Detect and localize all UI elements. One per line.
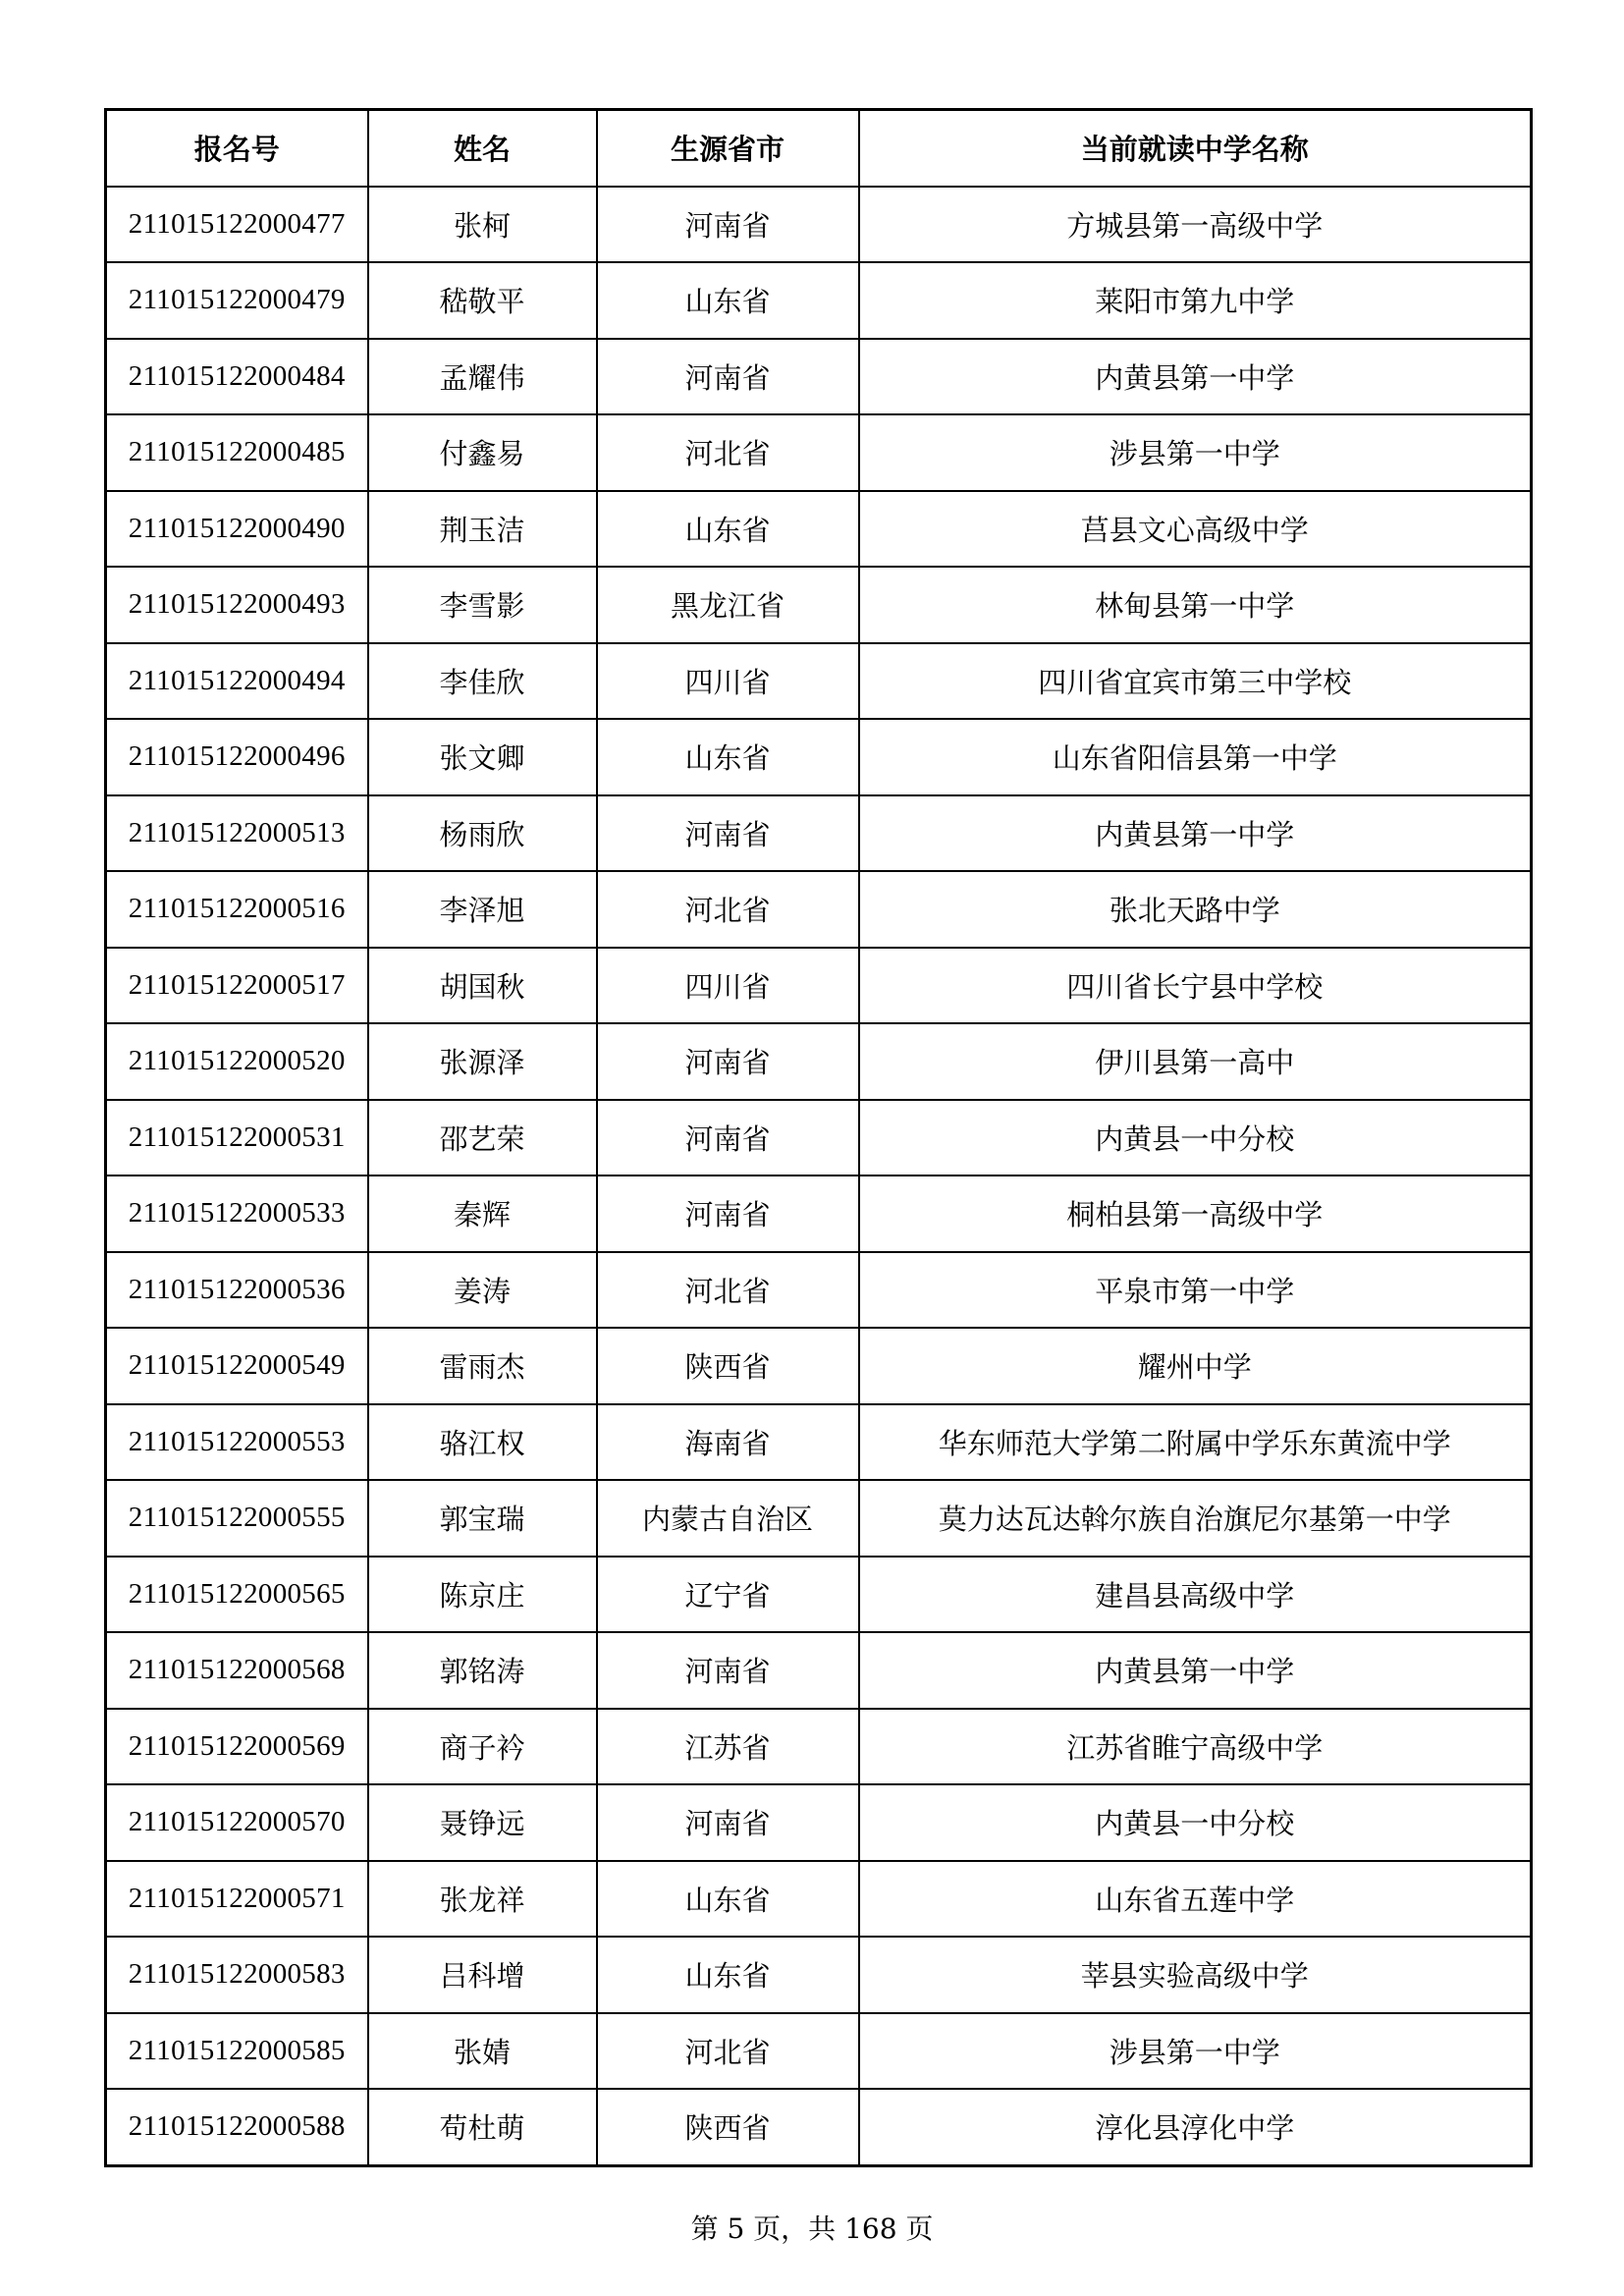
province-cell: 河南省 [597, 1175, 859, 1252]
province-cell: 黑龙江省 [597, 567, 859, 643]
school-name-cell: 淳化县淳化中学 [859, 2089, 1532, 2165]
header-registration-number: 报名号 [106, 110, 368, 187]
province-cell: 山东省 [597, 1937, 859, 2013]
table-row [106, 491, 1532, 568]
province-cell: 河北省 [597, 871, 859, 948]
school-name-cell: 山东省五莲中学 [859, 1861, 1532, 1938]
province-cell: 河北省 [597, 2013, 859, 2090]
student-name-cell: 张龙祥 [368, 1861, 597, 1938]
registration-number-cell: 211015122000484 [106, 339, 368, 415]
school-name-cell: 内黄县第一中学 [859, 1632, 1532, 1709]
table-row [106, 1404, 1532, 1481]
table-row [106, 1709, 1532, 1785]
registration-number-cell: 211015122000585 [106, 2013, 368, 2090]
province-cell: 内蒙古自治区 [597, 1480, 859, 1557]
table-row [106, 643, 1532, 720]
header-school: 当前就读中学名称 [859, 110, 1532, 187]
table-row [106, 719, 1532, 795]
province-cell: 河南省 [597, 339, 859, 415]
school-name-cell: 莱阳市第九中学 [859, 262, 1532, 339]
province-cell: 山东省 [597, 1861, 859, 1938]
registration-number-cell: 211015122000520 [106, 1023, 368, 1100]
registration-number-cell: 211015122000531 [106, 1100, 368, 1176]
province-cell: 河南省 [597, 1023, 859, 1100]
table-row [106, 262, 1532, 339]
school-name-cell: 涉县第一中学 [859, 2013, 1532, 2090]
school-name-cell: 四川省宜宾市第三中学校 [859, 643, 1532, 720]
school-name-cell: 伊川县第一高中 [859, 1023, 1532, 1100]
table-row [106, 1100, 1532, 1176]
registration-number-cell: 211015122000549 [106, 1328, 368, 1404]
registration-number-cell: 211015122000490 [106, 491, 368, 568]
registration-number-cell: 211015122000477 [106, 187, 368, 263]
school-name-cell: 内黄县第一中学 [859, 339, 1532, 415]
registration-number-cell: 211015122000565 [106, 1557, 368, 1633]
registration-number-cell: 211015122000513 [106, 795, 368, 872]
school-name-cell: 山东省阳信县第一中学 [859, 719, 1532, 795]
registration-number-cell: 211015122000555 [106, 1480, 368, 1557]
student-name-cell: 李雪影 [368, 567, 597, 643]
table-row [106, 567, 1532, 643]
table-row [106, 871, 1532, 948]
province-cell: 河南省 [597, 187, 859, 263]
registration-number-cell: 211015122000493 [106, 567, 368, 643]
school-name-cell: 内黄县一中分校 [859, 1784, 1532, 1861]
school-name-cell: 林甸县第一中学 [859, 567, 1532, 643]
table-row [106, 1557, 1532, 1633]
school-name-cell: 方城县第一高级中学 [859, 187, 1532, 263]
student-name-cell: 郭铭涛 [368, 1632, 597, 1709]
school-name-cell: 耀州中学 [859, 1328, 1532, 1404]
table-row [106, 1937, 1532, 2013]
table-row [106, 1252, 1532, 1329]
school-name-cell: 四川省长宁县中学校 [859, 948, 1532, 1024]
school-name-cell: 内黄县第一中学 [859, 795, 1532, 872]
school-name-cell: 莘县实验高级中学 [859, 1937, 1532, 2013]
province-cell: 辽宁省 [597, 1557, 859, 1633]
student-name-cell: 张柯 [368, 187, 597, 263]
table-row [106, 187, 1532, 263]
student-name-cell: 荆玉洁 [368, 491, 597, 568]
table-row [106, 1861, 1532, 1938]
school-name-cell: 平泉市第一中学 [859, 1252, 1532, 1329]
table-row [106, 948, 1532, 1024]
header-province: 生源省市 [597, 110, 859, 187]
province-cell: 河南省 [597, 795, 859, 872]
student-name-cell: 姜涛 [368, 1252, 597, 1329]
roster-body [106, 187, 1532, 2166]
registration-number-cell: 211015122000588 [106, 2089, 368, 2165]
province-cell: 河南省 [597, 1100, 859, 1176]
province-cell: 河北省 [597, 1252, 859, 1329]
province-cell: 河北省 [597, 414, 859, 491]
province-cell: 海南省 [597, 1404, 859, 1481]
student-name-cell: 付鑫易 [368, 414, 597, 491]
header-name: 姓名 [368, 110, 597, 187]
registration-number-cell: 211015122000571 [106, 1861, 368, 1938]
registration-number-cell: 211015122000536 [106, 1252, 368, 1329]
header-row [106, 110, 1532, 187]
school-name-cell: 建昌县高级中学 [859, 1557, 1532, 1633]
registration-number-cell: 211015122000517 [106, 948, 368, 1024]
registration-number-cell: 211015122000569 [106, 1709, 368, 1785]
table-row [106, 1784, 1532, 1861]
table-row [106, 1023, 1532, 1100]
school-name-cell: 桐柏县第一高级中学 [859, 1175, 1532, 1252]
province-cell: 陕西省 [597, 2089, 859, 2165]
student-name-cell: 商子衿 [368, 1709, 597, 1785]
school-name-cell: 涉县第一中学 [859, 414, 1532, 491]
table-row [106, 1480, 1532, 1557]
province-cell: 山东省 [597, 719, 859, 795]
student-name-cell: 孟耀伟 [368, 339, 597, 415]
province-cell: 山东省 [597, 491, 859, 568]
table-row [106, 795, 1532, 872]
table-row [106, 2089, 1532, 2165]
student-name-cell: 郭宝瑞 [368, 1480, 597, 1557]
table-row [106, 1175, 1532, 1252]
province-cell: 江苏省 [597, 1709, 859, 1785]
province-cell: 四川省 [597, 643, 859, 720]
student-name-cell: 聂铮远 [368, 1784, 597, 1861]
registration-number-cell: 211015122000479 [106, 262, 368, 339]
student-name-cell: 张源泽 [368, 1023, 597, 1100]
student-name-cell: 杨雨欣 [368, 795, 597, 872]
registration-number-cell: 211015122000516 [106, 871, 368, 948]
student-name-cell: 吕科增 [368, 1937, 597, 2013]
province-cell: 四川省 [597, 948, 859, 1024]
school-name-cell: 莫力达瓦达斡尔族自治旗尼尔基第一中学 [859, 1480, 1532, 1557]
student-name-cell: 骆江权 [368, 1404, 597, 1481]
table-row [106, 1328, 1532, 1404]
table-row [106, 414, 1532, 491]
student-name-cell: 张婧 [368, 2013, 597, 2090]
student-name-cell: 雷雨杰 [368, 1328, 597, 1404]
registration-number-cell: 211015122000553 [106, 1404, 368, 1481]
registration-number-cell: 211015122000583 [106, 1937, 368, 2013]
school-name-cell: 华东师范大学第二附属中学乐东黄流中学 [859, 1404, 1532, 1481]
student-name-cell: 李泽旭 [368, 871, 597, 948]
student-name-cell: 嵇敬平 [368, 262, 597, 339]
registration-number-cell: 211015122000533 [106, 1175, 368, 1252]
province-cell: 陕西省 [597, 1328, 859, 1404]
school-name-cell: 江苏省睢宁高级中学 [859, 1709, 1532, 1785]
student-name-cell: 秦辉 [368, 1175, 597, 1252]
province-cell: 山东省 [597, 262, 859, 339]
student-name-cell: 邵艺荣 [368, 1100, 597, 1176]
province-cell: 河南省 [597, 1632, 859, 1709]
student-name-cell: 苟杜萌 [368, 2089, 597, 2165]
student-name-cell: 陈京庄 [368, 1557, 597, 1633]
registration-number-cell: 211015122000568 [106, 1632, 368, 1709]
roster-table [104, 108, 1533, 2167]
school-name-cell: 莒县文心高级中学 [859, 491, 1532, 568]
school-name-cell: 内黄县一中分校 [859, 1100, 1532, 1176]
student-name-cell: 胡国秋 [368, 948, 597, 1024]
registration-number-cell: 211015122000570 [106, 1784, 368, 1861]
roster-sheet [104, 108, 1530, 2167]
table-row [106, 1632, 1532, 1709]
page-footer: 第 5 页，共 168 页 [690, 2213, 934, 2245]
table-row [106, 2013, 1532, 2090]
registration-number-cell: 211015122000496 [106, 719, 368, 795]
registration-number-cell: 211015122000494 [106, 643, 368, 720]
province-cell: 河南省 [597, 1784, 859, 1861]
student-name-cell: 李佳欣 [368, 643, 597, 720]
student-name-cell: 张文卿 [368, 719, 597, 795]
registration-number-cell: 211015122000485 [106, 414, 368, 491]
school-name-cell: 张北天路中学 [859, 871, 1532, 948]
table-row [106, 339, 1532, 415]
